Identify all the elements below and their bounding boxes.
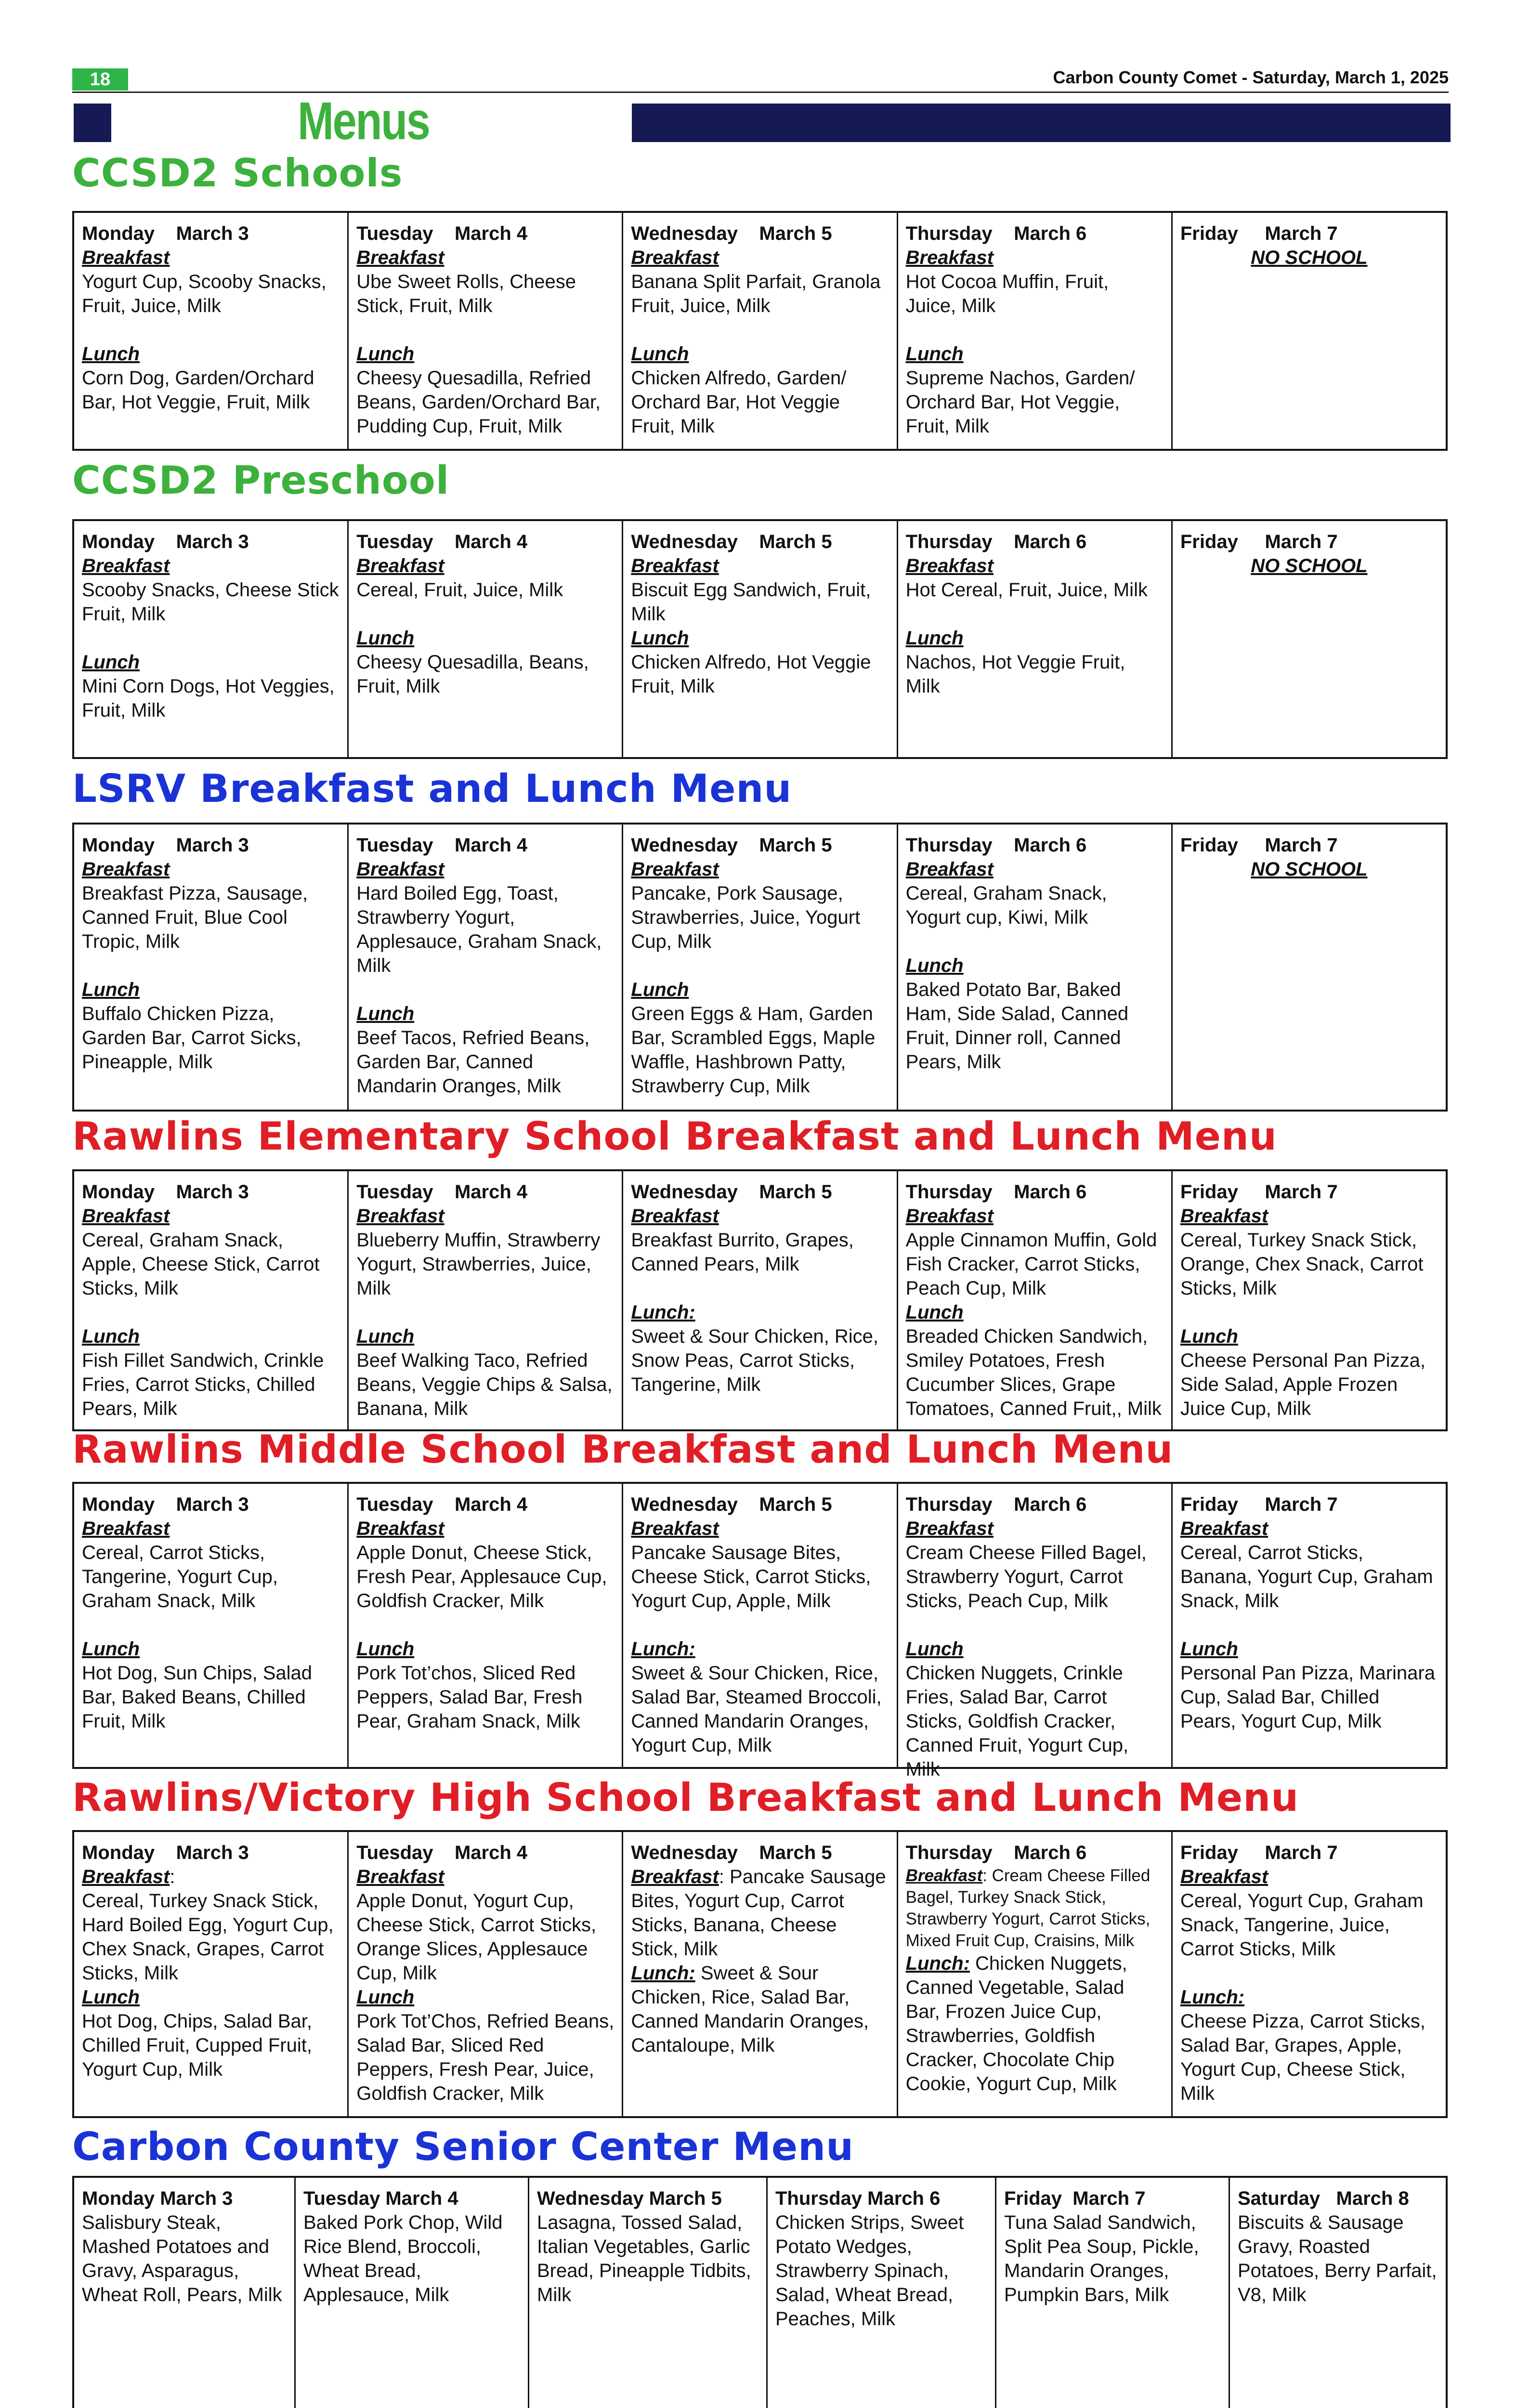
day-column <box>1173 1171 1446 1429</box>
day-column <box>349 1484 623 1767</box>
day-column <box>623 1484 898 1767</box>
section-title-rawlins-high: Rawlins/Victory High School Breakfast and Lunch Menu <box>72 1775 1299 1820</box>
lunch-items: Corn Dog, Garden/Orchard Bar, Hot Veggie, Fruit, Milk <box>82 367 314 413</box>
breakfast-items: Ube Sweet Rolls, Cheese Stick, Fruit, Milk <box>356 271 576 316</box>
day-column <box>349 521 623 757</box>
breakfast-items: Breakfast Pizza, Sausage, Canned Fruit, Blue Cool Tropic, Milk <box>82 883 308 952</box>
breakfast-label: Breakfast <box>356 1518 445 1539</box>
lunch-label: Lunch <box>905 1638 964 1660</box>
day-heading: Wednesday March 5 <box>631 1181 832 1203</box>
day-heading: Thursday March 6 <box>905 1842 1087 1863</box>
lunch-label: Lunch <box>82 979 140 1000</box>
day-column <box>1173 824 1446 1110</box>
section-title-senior-center: Carbon County Senior Center Menu <box>72 2124 854 2169</box>
breakfast-label: Breakfast <box>631 555 719 576</box>
breakfast-label: Breakfast <box>905 1518 994 1539</box>
lunch-items: Pork Tot’chos, Sliced Red Peppers, Salad Bar, Fresh Pear, Graham Snack, Milk <box>356 1662 583 1732</box>
day-heading: Monday March 3 <box>82 1181 249 1203</box>
breakfast-label: Breakfast <box>82 859 170 880</box>
menu-table-ccsd2-schools <box>72 211 1448 451</box>
day-heading: Thursday March 6 <box>775 2188 941 2209</box>
day-column <box>74 213 349 449</box>
lunch-label: Lunch <box>356 1638 415 1660</box>
lunch-items: Beef Tacos, Refried Beans, Garden Bar, Canned Mandarin Oranges, Milk <box>356 1027 590 1097</box>
lunch-items: Cheesy Quesadilla, Beans, Fruit, Milk <box>356 652 589 697</box>
lunch-label: Lunch <box>82 343 140 365</box>
menu-table-ccsd2-preschool <box>72 519 1448 759</box>
page-title: Menus <box>298 92 430 151</box>
day-column <box>1173 213 1446 449</box>
lunch-items: Chicken Nuggets, Canned Vegetable, Salad Bar, Frozen Juice Cup, Strawberries, Goldfish Cracker, Chocolate Chip Cookie, Yogurt Cup, Milk <box>905 1953 1127 2094</box>
breakfast-label: Breakfast <box>82 1205 170 1227</box>
breakfast-label: Breakfast <box>905 1866 983 1885</box>
lunch-items: Cheesy Quesadilla, Refried Beans, Garden/Orchard Bar, Pudding Cup, Fruit, Milk <box>356 367 601 437</box>
day-heading: Thursday March 6 <box>905 223 1087 244</box>
day-heading: Thursday March 6 <box>905 1494 1087 1515</box>
menu-table-rawlins-high <box>72 1830 1448 2118</box>
day-column <box>898 824 1173 1110</box>
breakfast-items: Cereal, Carrot Sticks, Banana, Yogurt Cup, Graham Snack, Milk <box>1180 1542 1433 1611</box>
menu-items: Baked Pork Chop, Wild Rice Blend, Broccoli, Wheat Bread, Applesauce, Milk <box>303 2212 503 2305</box>
day-heading: Monday March 3 <box>82 835 249 856</box>
no-school-notice: NO SCHOOL <box>1251 247 1368 268</box>
lunch-label: Lunch <box>1180 1638 1238 1660</box>
day-column <box>1230 2178 1446 2408</box>
breakfast-label: Breakfast <box>356 859 445 880</box>
breakfast-label: Breakfast <box>905 1205 994 1227</box>
section-title-rawlins-elementary: Rawlins Elementary School Breakfast and Lunch Menu <box>72 1114 1277 1159</box>
day-column <box>898 1832 1173 2116</box>
breakfast-label: Breakfast <box>905 247 994 268</box>
lunch-items: Sweet & Sour Chicken, Rice, Salad Bar, Steamed Broccoli, Canned Mandarin Oranges, Yogurt Cup, Milk <box>631 1662 882 1756</box>
menu-table-lsrv <box>72 823 1448 1112</box>
breakfast-label: Breakfast <box>631 1518 719 1539</box>
lunch-items: Hot Dog, Chips, Salad Bar, Chilled Fruit, Cupped Fruit, Yogurt Cup, Milk <box>82 2011 313 2080</box>
day-column <box>74 1484 349 1767</box>
day-column <box>74 1832 349 2116</box>
day-column <box>349 213 623 449</box>
lunch-label: Lunch <box>631 628 689 649</box>
lunch-label: Lunch <box>631 343 689 365</box>
day-column <box>898 521 1173 757</box>
lunch-items: Personal Pan Pizza, Marinara Cup, Salad Bar, Chilled Pears, Yogurt Cup, Milk <box>1180 1662 1435 1732</box>
section-title-ccsd2-schools: CCSD2 Schools <box>72 151 403 196</box>
day-column <box>623 1171 898 1429</box>
day-heading: Friday March 7 <box>1180 1181 1338 1203</box>
menu-items: Biscuits & Sausage Gravy, Roasted Potatoes, Berry Parfait, V8, Milk <box>1238 2212 1437 2305</box>
day-heading: Tuesday March 4 <box>356 223 528 244</box>
breakfast-label: Breakfast <box>1180 1205 1269 1227</box>
header-bar-left <box>74 104 111 142</box>
lunch-label: Lunch: <box>631 1638 695 1660</box>
header-bar-right <box>632 104 1451 142</box>
lunch-label: Lunch: <box>905 1953 970 1974</box>
lunch-items: Fish Fillet Sandwich, Crinkle Fries, Carrot Sticks, Chilled Pears, Milk <box>82 1350 324 1419</box>
menu-items: Chicken Strips, Sweet Potato Wedges, Strawberry Spinach, Salad, Wheat Bread, Peaches, Milk <box>775 2212 964 2329</box>
lunch-label: Lunch <box>905 955 964 976</box>
lunch-label: Lunch <box>905 343 964 365</box>
breakfast-items: Cereal, Yogurt Cup, Graham Snack, Tangerine, Juice, Carrot Sticks, Milk <box>1180 1890 1424 1960</box>
lunch-items: Chicken Alfredo, Hot Veggie Fruit, Milk <box>631 652 871 697</box>
day-heading: Thursday March 6 <box>905 835 1087 856</box>
lunch-items: Green Eggs & Ham, Garden Bar, Scrambled Eggs, Maple Waffle, Hashbrown Patty, Strawberry Cup, Milk <box>631 1003 876 1097</box>
day-column <box>1173 1484 1446 1767</box>
breakfast-label: Breakfast <box>356 555 445 576</box>
day-column <box>623 213 898 449</box>
breakfast-items: Hot Cocoa Muffin, Fruit, Juice, Milk <box>905 271 1109 316</box>
day-column <box>623 1832 898 2116</box>
breakfast-items: Scooby Snacks, Cheese Stick Fruit, Milk <box>82 579 339 625</box>
day-column <box>74 824 349 1110</box>
day-heading: Wednesday March 5 <box>537 2188 722 2209</box>
lunch-items: Pork Tot’Chos, Refried Beans, Salad Bar, Sliced Red Peppers, Fresh Pear, Juice, Goldfish Cracker, Milk <box>356 2011 615 2104</box>
breakfast-items: Cereal, Turkey Snack Stick, Orange, Chex Snack, Carrot Sticks, Milk <box>1180 1230 1424 1299</box>
lunch-label: Lunch <box>1180 1326 1238 1347</box>
breakfast-label: Breakfast <box>631 1205 719 1227</box>
day-column <box>898 213 1173 449</box>
breakfast-label: Breakfast <box>82 1866 170 1887</box>
day-column <box>768 2178 996 2408</box>
menu-table-senior-center <box>72 2176 1448 2408</box>
lunch-items: Sweet & Sour Chicken, Rice, Salad Bar, Canned Mandarin Oranges, Cantaloupe, Milk <box>631 1963 869 2056</box>
day-heading: Wednesday March 5 <box>631 835 832 856</box>
day-heading: Tuesday March 4 <box>303 2188 458 2209</box>
lunch-label: Lunch: <box>631 1302 695 1323</box>
breakfast-label: Breakfast <box>356 247 445 268</box>
breakfast-items: Cereal, Carrot Sticks, Tangerine, Yogurt Cup, Graham Snack, Milk <box>82 1542 278 1611</box>
lunch-items: Breaded Chicken Sandwich, Smiley Potatoes, Fresh Cucumber Slices, Grape Tomatoes, Canned Fruit,, Milk <box>905 1326 1162 1419</box>
day-heading: Friday March 7 <box>1004 2188 1146 2209</box>
day-heading: Tuesday March 4 <box>356 531 528 552</box>
day-heading: Monday March 3 <box>82 1842 249 1863</box>
section-title-lsrv: LSRV Breakfast and Lunch Menu <box>72 766 792 811</box>
breakfast-label: Breakfast <box>82 555 170 576</box>
day-column <box>898 1484 1173 1780</box>
day-heading: Tuesday March 4 <box>356 835 528 856</box>
breakfast-items: : Pancake Sausage Bites, Yogurt Cup, Carrot Sticks, Banana, Cheese Stick, Milk <box>631 1866 886 1960</box>
day-column <box>74 1171 349 1429</box>
day-heading: Thursday March 6 <box>905 1181 1087 1203</box>
day-heading: Monday March 3 <box>82 1494 249 1515</box>
breakfast-label-suffix: : <box>170 1866 175 1887</box>
lunch-label: Lunch <box>356 1987 415 2008</box>
top-rule <box>72 92 1449 93</box>
breakfast-items: : Cream Cheese Filled Bagel, Turkey Snack Stick, Strawberry Yogurt, Carrot Sticks, Mixed Fruit Cup, Craisins, Milk <box>905 1866 1151 1950</box>
day-heading: Saturday March 8 <box>1238 2188 1409 2209</box>
lunch-label: Lunch <box>356 1326 415 1347</box>
masthead: Carbon County Comet - Saturday, March 1, 2025 <box>1053 67 1449 87</box>
menu-table-rawlins-middle <box>72 1482 1448 1780</box>
lunch-label: Lunch <box>631 979 689 1000</box>
day-heading: Friday March 7 <box>1180 1494 1338 1515</box>
lunch-items: Baked Potato Bar, Baked Ham, Side Salad, Canned Fruit, Dinner roll, Canned Pears, Milk <box>905 979 1129 1073</box>
lunch-label: Lunch <box>905 1302 964 1323</box>
breakfast-label: Breakfast <box>1180 1866 1269 1887</box>
day-heading: Tuesday March 4 <box>356 1842 528 1863</box>
lunch-label: Lunch: <box>1180 1987 1245 2008</box>
breakfast-label: Breakfast <box>82 1518 170 1539</box>
day-heading: Friday March 7 <box>1180 223 1338 244</box>
breakfast-items: Pancake, Pork Sausage, Strawberries, Juice, Yogurt Cup, Milk <box>631 883 861 952</box>
lunch-items: Buffalo Chicken Pizza, Garden Bar, Carrot Sicks, Pineapple, Milk <box>82 1003 301 1073</box>
breakfast-items: Cereal, Graham Snack, Yogurt cup, Kiwi, Milk <box>905 883 1107 928</box>
breakfast-items: Apple Cinnamon Muffin, Gold Fish Cracker, Carrot Sticks, Peach Cup, Milk <box>905 1230 1157 1299</box>
breakfast-label: Breakfast <box>356 1866 445 1887</box>
breakfast-items: Apple Donut, Yogurt Cup, Cheese Stick, Carrot Sticks, Orange Slices, Applesauce Cup, Milk <box>356 1890 597 1984</box>
lunch-items: Chicken Nuggets, Crinkle Fries, Salad Bar, Carrot Sticks, Goldfish Cracker, Canned Fruit, Yogurt Cup, Milk <box>905 1662 1129 1780</box>
day-column <box>898 1171 1173 1429</box>
day-column <box>996 2178 1230 2408</box>
lunch-items: Hot Dog, Sun Chips, Salad Bar, Baked Beans, Chilled Fruit, Milk <box>82 1662 313 1732</box>
lunch-items: Beef Walking Taco, Refried Beans, Veggie Chips & Salsa, Banana, Milk <box>356 1350 613 1419</box>
lunch-items: Chicken Alfredo, Garden/ Orchard Bar, Hot Veggie Fruit, Milk <box>631 367 847 437</box>
breakfast-items: Breakfast Burrito, Grapes, Canned Pears, Milk <box>631 1230 854 1275</box>
day-column <box>623 521 898 757</box>
day-heading: Wednesday March 5 <box>631 1494 832 1515</box>
breakfast-label: Breakfast <box>631 859 719 880</box>
breakfast-items: Hot Cereal, Fruit, Juice, Milk <box>905 579 1148 601</box>
day-heading: Friday March 7 <box>1180 531 1338 552</box>
lunch-label: Lunch: <box>631 1963 695 1984</box>
breakfast-items: Pancake Sausage Bites, Cheese Stick, Carrot Sticks, Yogurt Cup, Apple, Milk <box>631 1542 871 1611</box>
day-heading: Monday March 3 <box>82 2188 233 2209</box>
breakfast-items: Cream Cheese Filled Bagel, Strawberry Yogurt, Carrot Sticks, Peach Cup, Milk <box>905 1542 1147 1611</box>
lunch-items: Nachos, Hot Veggie Fruit, Milk <box>905 652 1125 697</box>
breakfast-label: Breakfast <box>631 247 719 268</box>
day-column <box>74 521 349 757</box>
day-column <box>623 824 898 1110</box>
lunch-items: Mini Corn Dogs, Hot Veggies, Fruit, Milk <box>82 676 335 721</box>
breakfast-items: Hard Boiled Egg, Toast, Strawberry Yogurt, Applesauce, Graham Snack, Milk <box>356 883 602 976</box>
breakfast-label: Breakfast <box>356 1205 445 1227</box>
lunch-items: Supreme Nachos, Garden/ Orchard Bar, Hot Veggie, Fruit, Milk <box>905 367 1135 437</box>
lunch-label: Lunch <box>82 1326 140 1347</box>
no-school-notice: NO SCHOOL <box>1251 555 1368 576</box>
breakfast-items: Blueberry Muffin, Strawberry Yogurt, Strawberries, Juice, Milk <box>356 1230 601 1299</box>
lunch-items: Cheese Pizza, Carrot Sticks, Salad Bar, Grapes, Apple, Yogurt Cup, Cheese Stick, Milk <box>1180 2011 1425 2104</box>
day-heading: Tuesday March 4 <box>356 1494 528 1515</box>
breakfast-label: Breakfast <box>631 1866 719 1887</box>
day-heading: Monday March 3 <box>82 223 249 244</box>
lunch-items: Cheese Personal Pan Pizza, Side Salad, Apple Frozen Juice Cup, Milk <box>1180 1350 1425 1419</box>
breakfast-label: Breakfast <box>1180 1518 1269 1539</box>
lunch-items: Sweet & Sour Chicken, Rice, Snow Peas, Carrot Sticks, Tangerine, Milk <box>631 1326 878 1395</box>
menu-items: Tuna Salad Sandwich, Split Pea Soup, Pickle, Mandarin Oranges, Pumpkin Bars, Milk <box>1004 2212 1199 2305</box>
page-number: 18 <box>72 68 128 91</box>
day-heading: Wednesday March 5 <box>631 223 832 244</box>
day-heading: Tuesday March 4 <box>356 1181 528 1203</box>
day-column <box>1173 1832 1446 2116</box>
lunch-label: Lunch <box>905 628 964 649</box>
day-column <box>529 2178 768 2408</box>
menu-items: Lasagna, Tossed Salad, Italian Vegetables, Garlic Bread, Pineapple Tidbits, Milk <box>537 2212 751 2305</box>
lunch-label: Lunch <box>82 1638 140 1660</box>
day-heading: Wednesday March 5 <box>631 531 832 552</box>
lunch-label: Lunch <box>356 628 415 649</box>
day-heading: Friday March 7 <box>1180 1842 1338 1863</box>
breakfast-items: Banana Split Parfait, Granola Fruit, Juice, Milk <box>631 271 881 316</box>
day-column <box>349 824 623 1110</box>
lunch-label: Lunch <box>82 652 140 673</box>
breakfast-items: Cereal, Graham Snack, Apple, Cheese Stick, Carrot Sticks, Milk <box>82 1230 320 1299</box>
section-title-rawlins-middle: Rawlins Middle School Breakfast and Lunch Menu <box>72 1427 1174 1472</box>
breakfast-items: Biscuit Egg Sandwich, Fruit, Milk <box>631 579 871 625</box>
breakfast-label: Breakfast <box>82 247 170 268</box>
day-column <box>349 1171 623 1429</box>
breakfast-items: Apple Donut, Cheese Stick, Fresh Pear, Applesauce Cup, Goldfish Cracker, Milk <box>356 1542 607 1611</box>
menu-items: Salisbury Steak, Mashed Potatoes and Gravy, Asparagus, Wheat Roll, Pears, Milk <box>82 2212 282 2305</box>
lunch-label: Lunch <box>356 343 415 365</box>
day-heading: Monday March 3 <box>82 531 249 552</box>
lunch-label: Lunch <box>356 1003 415 1024</box>
breakfast-items: Cereal, Fruit, Juice, Milk <box>356 579 563 601</box>
lunch-label: Lunch <box>82 1987 140 2008</box>
breakfast-label: Breakfast <box>905 859 994 880</box>
day-column <box>1173 521 1446 757</box>
menu-table-rawlins-elementary <box>72 1169 1448 1431</box>
breakfast-items: Cereal, Turkey Snack Stick, Hard Boiled Egg, Yogurt Cup, Chex Snack, Grapes, Carrot Sticks, Milk <box>82 1890 334 1984</box>
breakfast-label: Breakfast <box>905 555 994 576</box>
day-column <box>349 1832 623 2116</box>
day-heading: Thursday March 6 <box>905 531 1087 552</box>
day-column <box>296 2178 529 2408</box>
no-school-notice: NO SCHOOL <box>1251 859 1368 880</box>
breakfast-items: Yogurt Cup, Scooby Snacks, Fruit, Juice, Milk <box>82 271 327 316</box>
section-title-ccsd2-preschool: CCSD2 Preschool <box>72 458 450 503</box>
day-heading: Friday March 7 <box>1180 835 1338 856</box>
day-heading: Wednesday March 5 <box>631 1842 832 1863</box>
day-column <box>74 2178 296 2408</box>
